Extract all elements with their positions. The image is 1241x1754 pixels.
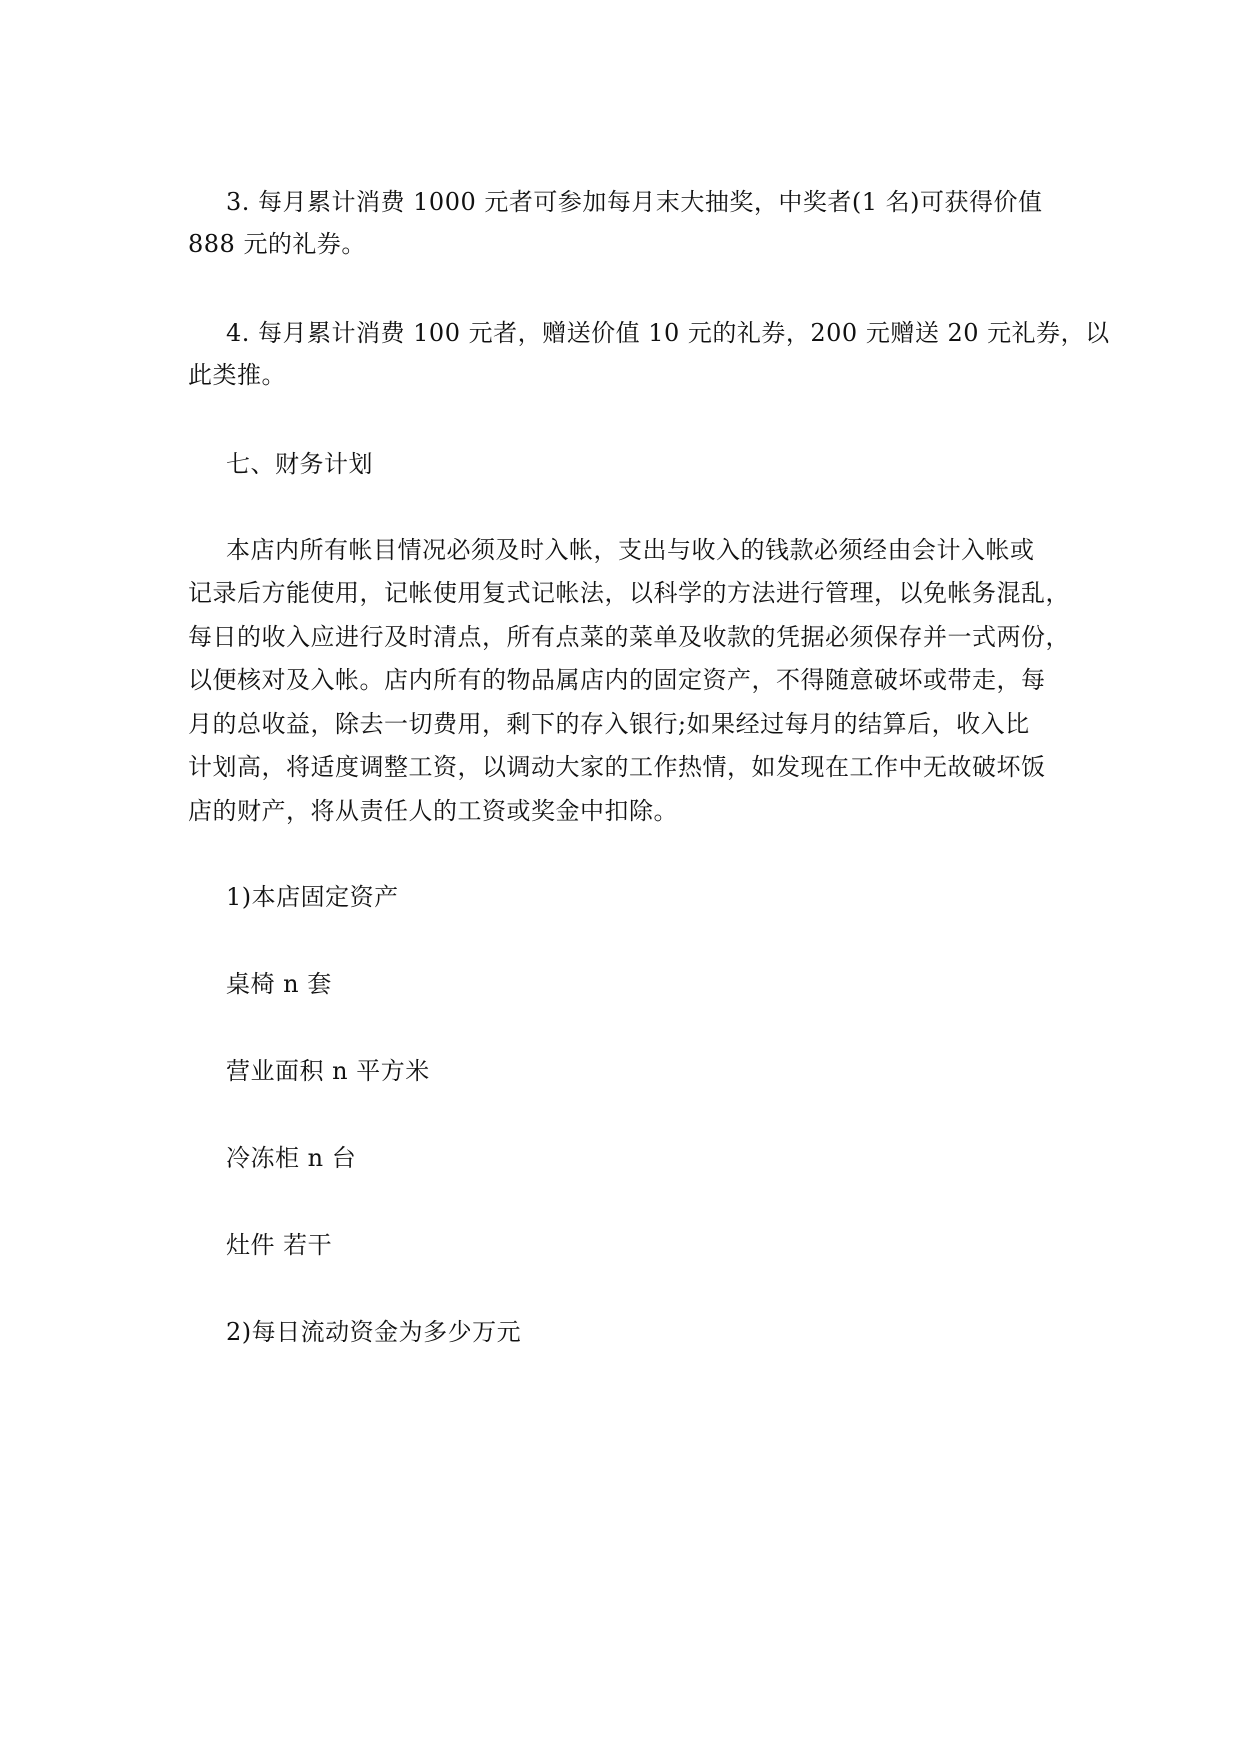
fixed-asset-item: 灶件 若干: [226, 1231, 333, 1259]
section-heading: 七、财务计划: [226, 450, 373, 478]
finance-paragraph-line-2: 记录后方能使用，记帐使用复式记帐法，以科学的方法进行管理，以免帐务混乱，: [188, 579, 1070, 607]
fixed-asset-item: 冷冻柜 n 台: [226, 1144, 357, 1172]
paragraph-4-line-1: 4. 每月累计消费 100 元者，赠送价值 10 元的礼券，200 元赠送 20 元礼券，以: [226, 319, 1110, 347]
finance-paragraph-line-4: 以便核对及入帐。店内所有的物品属店内的固定资产，不得随意破坏或带走，每: [188, 666, 1046, 694]
paragraph-4-line-2: 此类推。: [188, 361, 286, 389]
finance-paragraph-line-5: 月的总收益，除去一切费用，剩下的存入银行;如果经过每月的结算后，收入比: [188, 710, 1030, 738]
paragraph-3-line-2: 888 元的礼券。: [188, 230, 366, 258]
finance-paragraph-line-6: 计划高，将适度调整工资，以调动大家的工作热情，如发现在工作中无故破坏饭: [188, 753, 1046, 781]
paragraph-3-line-1: 3. 每月累计消费 1000 元者可参加每月末大抽奖，中奖者(1 名)可获得价值: [226, 188, 1043, 216]
finance-paragraph-line-7: 店的财产，将从责任人的工资或奖金中扣除。: [188, 797, 678, 825]
finance-paragraph-line-3: 每日的收入应进行及时清点，所有点菜的菜单及收款的凭据必须保存并一式两份，: [188, 623, 1070, 651]
finance-paragraph-line-1: 本店内所有帐目情况必须及时入帐，支出与收入的钱款必须经由会计入帐或: [226, 536, 1035, 564]
fixed-asset-item: 营业面积 n 平方米: [226, 1057, 430, 1085]
fixed-assets-heading: 1)本店固定资产: [226, 883, 399, 911]
working-capital-heading: 2)每日流动资金为多少万元: [226, 1318, 522, 1346]
fixed-asset-item: 桌椅 n 套: [226, 970, 332, 998]
